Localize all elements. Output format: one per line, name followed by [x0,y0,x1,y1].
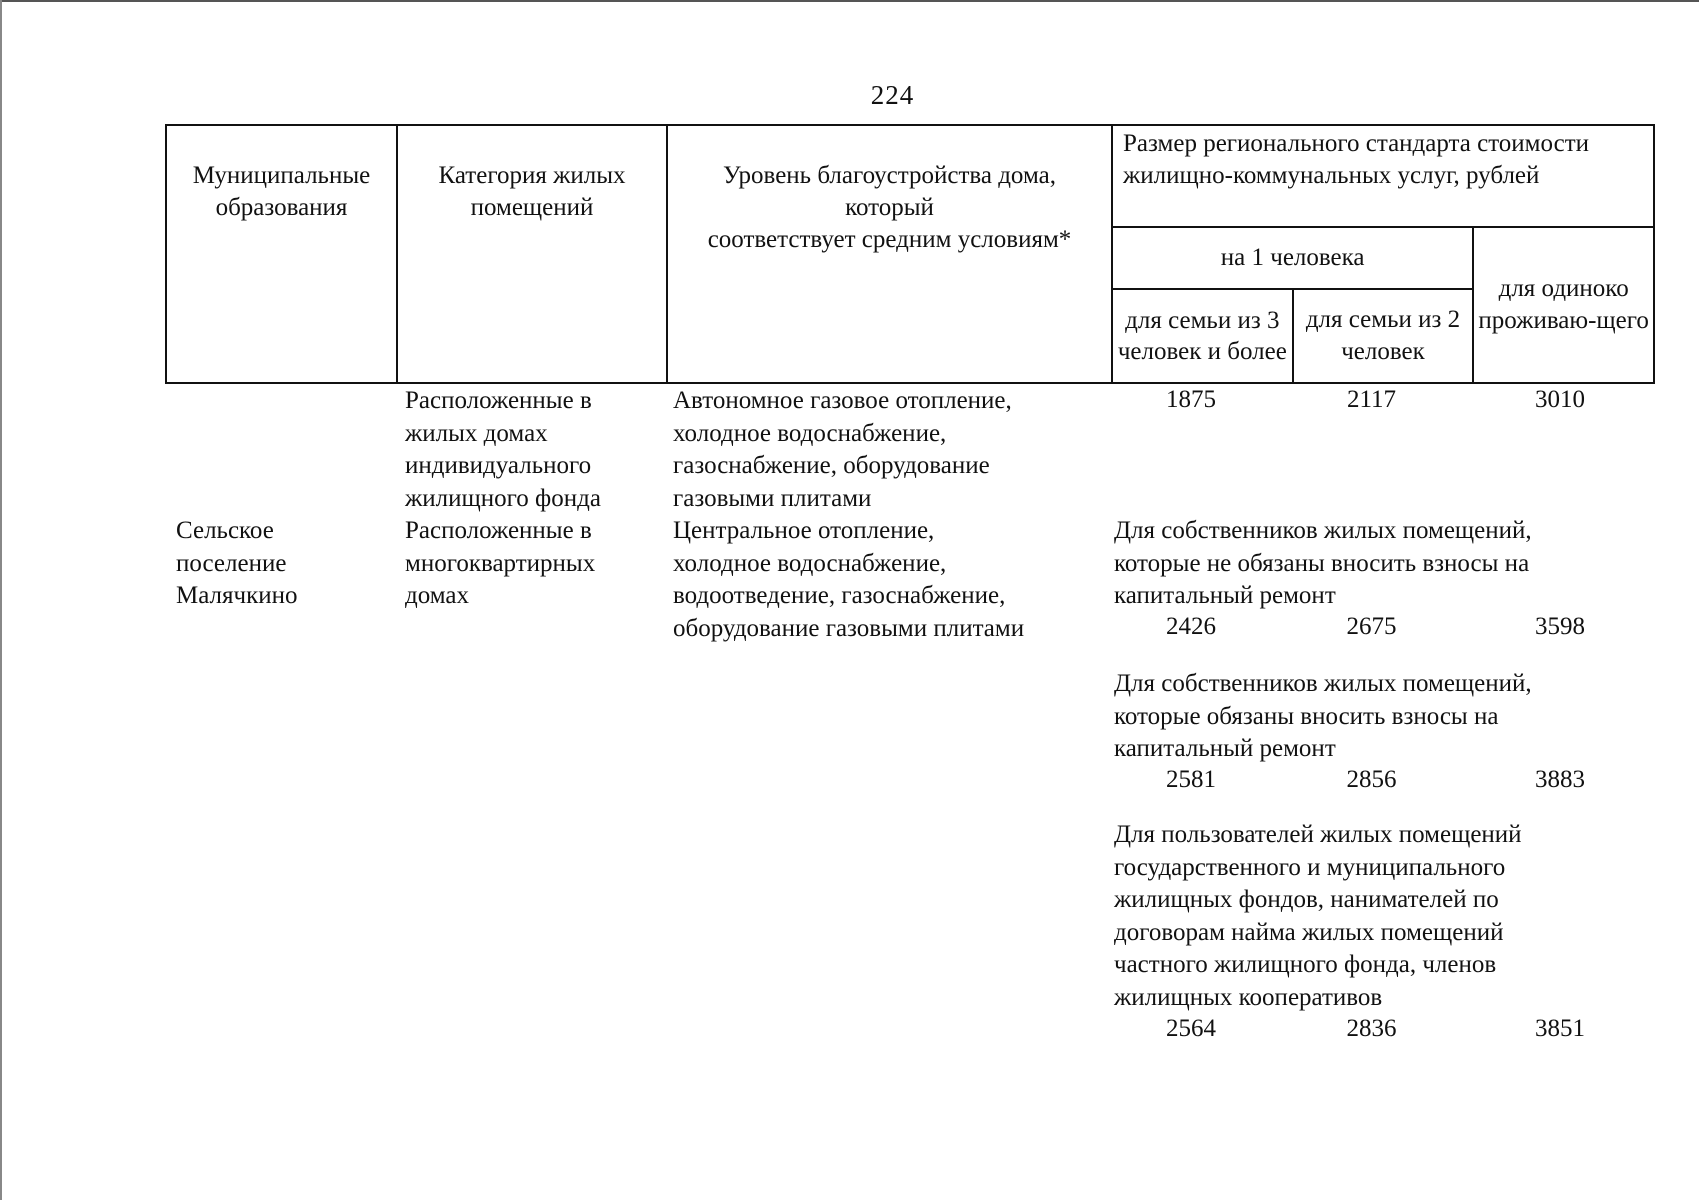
page-left-rule [0,0,2,1200]
header-level [667,125,1112,383]
table-header [165,124,1655,384]
group1-label: Для собственников жилых помещений, которые не обязаны вносить взносы на капитальный ремонт [1114,517,1532,609]
group2-value-family2: 2856 [1346,766,1397,793]
header-per-person: на 1 человека [1112,227,1473,289]
header-category: Категория жилых помещений [397,125,667,383]
group1-value-family3: 2426 [1166,613,1216,640]
group2-value-family3: 2581 [1166,766,1216,793]
group3-value-family2: 2836 [1346,1015,1397,1042]
row1-value-family2: 2117 [1346,386,1397,413]
header-level-line1: Уровень благоустройства дома, [723,162,1056,189]
row1-level: Автономное газовое отопление, холодное водоснабжение, газоснабжение, оборудование газовыми плитами [673,387,1012,512]
group1-value-single: 3598 [1535,613,1585,640]
page-number: 224 [870,80,915,110]
header-level-line3: соответствует средним условиям* [707,226,1072,253]
group2-value-single: 3883 [1535,766,1585,793]
row1-value-family3: 1875 [1166,386,1216,413]
header-municipality: Муниципальные образования [166,125,397,383]
header-single: для одиноко проживаю-щего [1473,227,1654,383]
group3-label: Для пользователей жилых помещений государственного и муниципального жилищных фондов, нанимателей по договорам найма жилых помещений частного жилищного фонда, членов жилищных кооперативов [1114,821,1522,1011]
municipality-name: Сельское поселение Малячкино [176,517,298,609]
row2-category: Расположенные в многоквартирных домах [405,517,596,609]
row1-value-single: 3010 [1535,386,1585,413]
header-level-line2: который [845,194,934,221]
header-size: Размер регионального стандарта стоимости жилищно-коммунальных услуг, рублей [1112,125,1654,227]
header-family3: для семьи из 3 человек и более [1112,289,1293,383]
group3-value-family3: 2564 [1166,1015,1216,1042]
group1-value-family2: 2675 [1346,613,1397,640]
row1-category: Расположенные в жилых домах индивидуального жилищного фонда [405,387,601,512]
header-family2: для семьи из 2 человек [1293,289,1474,383]
row2-level: Центральное отопление, холодное водоснабжение, водоотведение, газоснабжение, оборудование газовыми плитами [673,517,1025,642]
page-top-rule [0,0,1699,2]
group3-value-single: 3851 [1535,1015,1585,1042]
group2-label: Для собственников жилых помещений, которые обязаны вносить взносы на капитальный ремонт [1114,670,1532,762]
